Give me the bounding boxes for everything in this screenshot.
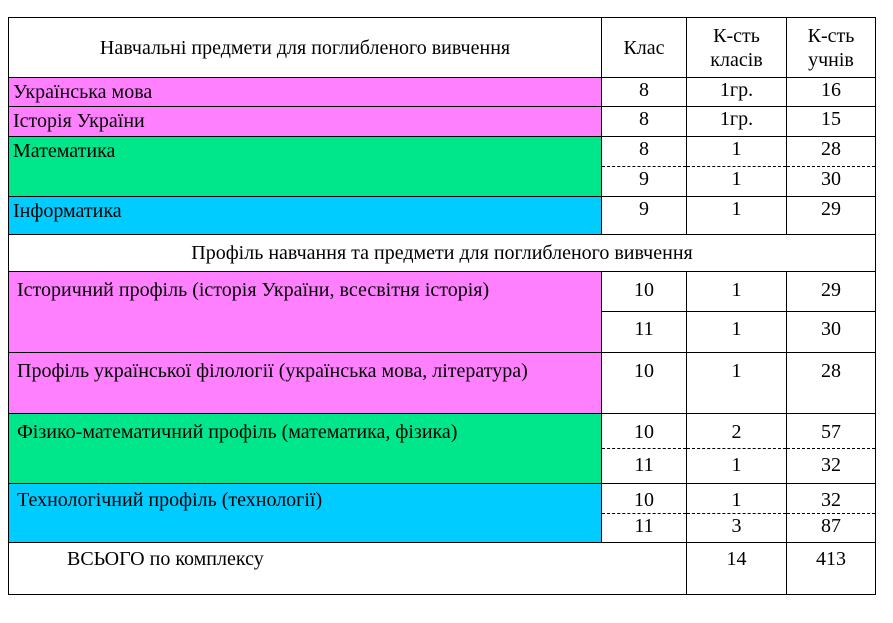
table-row [9, 414, 876, 449]
students-cell: 29 [787, 197, 876, 235]
students-cell: 30 [787, 312, 876, 353]
profile-name: Фізико-математичний профіль (математика, фізика) [9, 414, 602, 484]
students-cell: 30 [787, 167, 876, 197]
total-label: ВСЬОГО по комплексу [9, 543, 687, 595]
classes-cell: 1гр. [687, 107, 787, 137]
profile-name: Технологічний профіль (технології) [9, 484, 602, 543]
subject-name: Математика [9, 137, 602, 197]
students-cell: 16 [787, 78, 876, 107]
table-row [9, 137, 876, 167]
header-students: К-сть учнів [787, 18, 876, 78]
grade-cell: 9 [602, 197, 687, 235]
students-cell: 29 [787, 272, 876, 312]
header-row [9, 18, 876, 78]
profile-name: Профіль української філології (українська мова, література) [9, 353, 602, 414]
classes-cell: 3 [687, 514, 787, 543]
classes-cell: 1 [687, 353, 787, 414]
grade-cell: 11 [602, 514, 687, 543]
subject-name: Історія України [9, 107, 602, 137]
classes-cell: 1 [687, 197, 787, 235]
grade-cell: 8 [602, 107, 687, 137]
grade-cell: 10 [602, 484, 687, 514]
table-row [9, 107, 876, 137]
subject-name: Українська мова [9, 78, 602, 107]
table-row [9, 272, 876, 312]
profiles-heading: Профіль навчання та предмети для поглибленого вивчення [9, 235, 876, 272]
classes-cell: 2 [687, 414, 787, 449]
header-classes: К-сть класів [687, 18, 787, 78]
table-row [9, 78, 876, 107]
header-grade: Клас [602, 18, 687, 78]
classes-cell: 1 [687, 449, 787, 484]
classes-cell: 1 [687, 272, 787, 312]
students-cell: 32 [787, 484, 876, 514]
grade-cell: 11 [602, 449, 687, 484]
classes-cell: 1 [687, 167, 787, 197]
table-row [9, 484, 876, 514]
grade-cell: 11 [602, 312, 687, 353]
students-cell: 57 [787, 414, 876, 449]
grade-cell: 10 [602, 272, 687, 312]
section-heading-row [9, 235, 876, 272]
table-row [9, 353, 876, 414]
classes-cell: 1 [687, 484, 787, 514]
subject-name: Інформатика [9, 197, 602, 235]
grade-cell: 10 [602, 414, 687, 449]
profile-name: Історичний профіль (історія України, всесвітня історія) [9, 272, 602, 353]
grade-cell: 8 [602, 137, 687, 167]
grade-cell: 9 [602, 167, 687, 197]
grade-cell: 10 [602, 353, 687, 414]
students-cell: 87 [787, 514, 876, 543]
total-row [9, 543, 876, 595]
total-classes: 14 [687, 543, 787, 595]
table-row [9, 197, 876, 235]
classes-cell: 1 [687, 137, 787, 167]
classes-cell: 1 [687, 312, 787, 353]
students-cell: 32 [787, 449, 876, 484]
header-subjects: Навчальні предмети для поглибленого вивчення [9, 18, 602, 78]
grade-cell: 8 [602, 78, 687, 107]
students-cell: 28 [787, 137, 876, 167]
total-students: 413 [787, 543, 876, 595]
classes-cell: 1гр. [687, 78, 787, 107]
students-cell: 28 [787, 353, 876, 414]
table-wrapper [8, 17, 875, 595]
subjects-table [8, 17, 876, 595]
students-cell: 15 [787, 107, 876, 137]
